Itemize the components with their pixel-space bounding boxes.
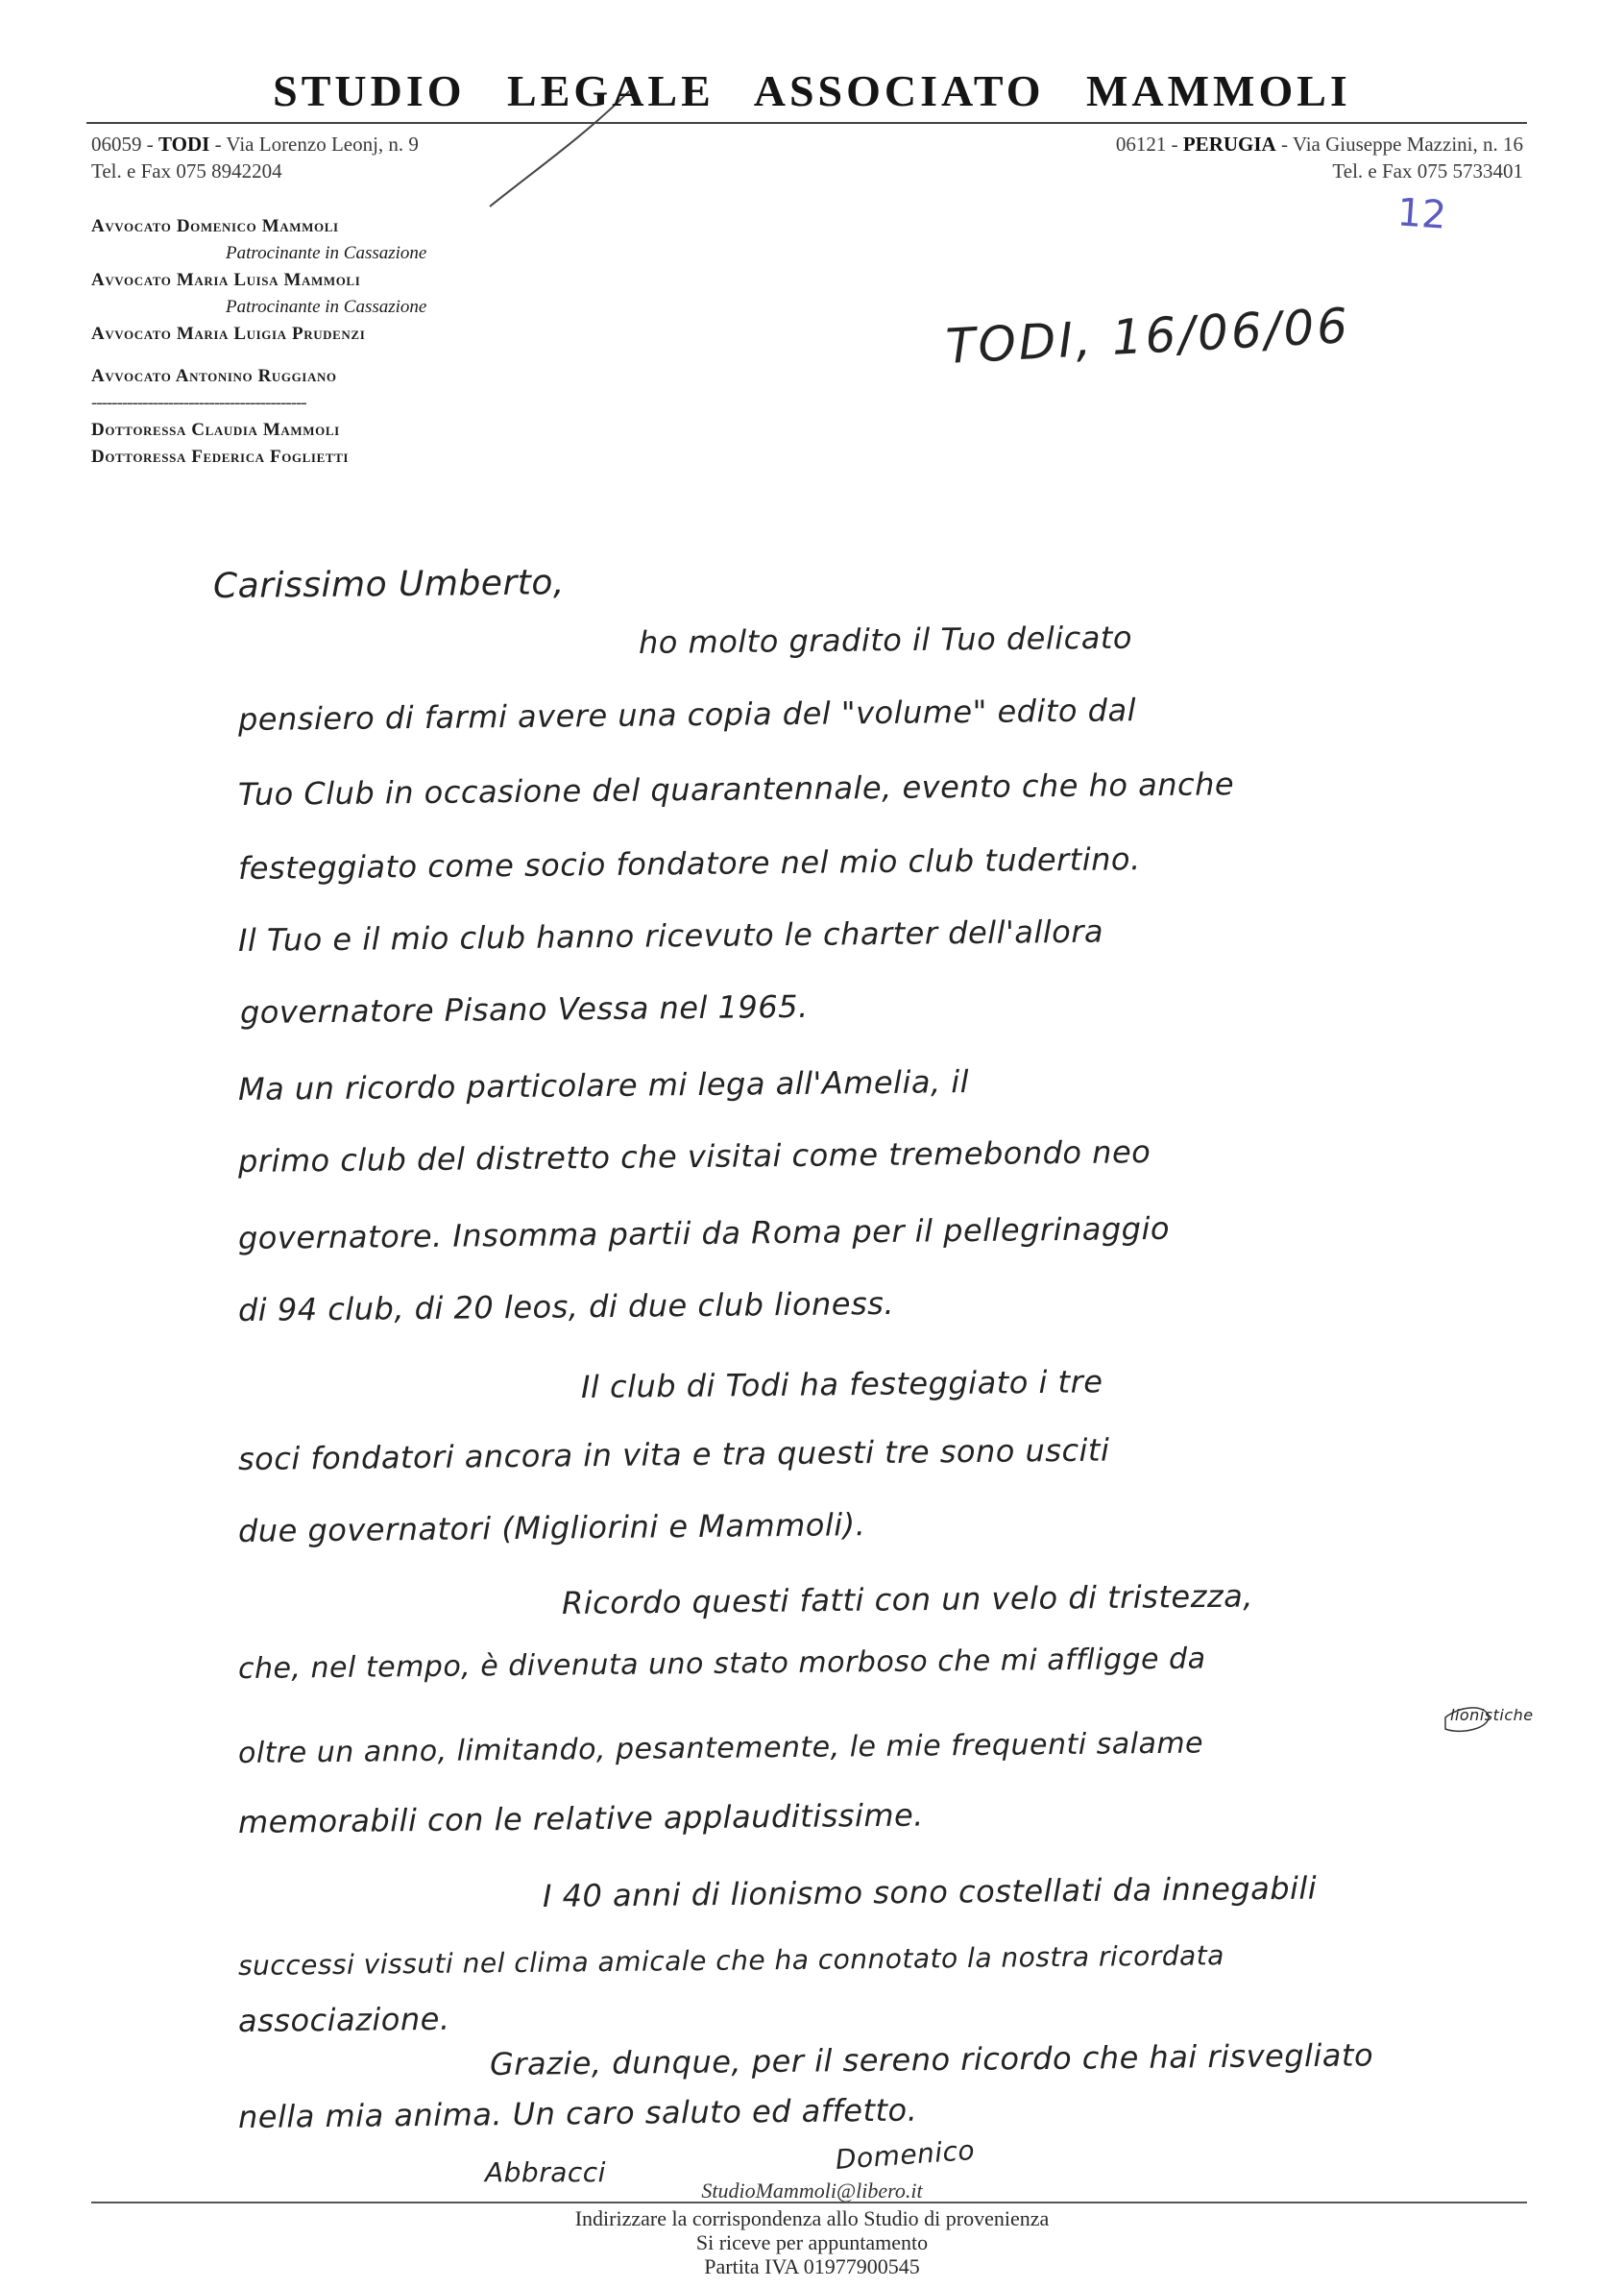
perugia-address: - Via Giuseppe Mazzini, n. 16: [1280, 133, 1523, 156]
footer-line: Partita IVA 01977900545: [704, 2254, 920, 2278]
letter-line: nella mia anima. Un caro saluto ed affetto.: [237, 2091, 918, 2135]
letter-line: ho molto gradito il Tuo delicato: [638, 619, 1133, 661]
letter-line: pensiero di farmi avere una copia del "volume" edito dal: [237, 692, 1137, 738]
todi-city: TODI: [158, 133, 210, 156]
letter-line: memorabili con le relative applauditissime.: [237, 1796, 925, 1840]
todi-address: - Via Lorenzo Leonj, n. 9: [214, 133, 419, 156]
letter-line: festeggiato come socio fondatore nel mio club tudertino.: [237, 840, 1141, 887]
letter-line: Ricordo questi fatti con un velo di tristezza,: [561, 1577, 1254, 1621]
perugia-phone: Tel. e Fax 075 5733401: [1332, 159, 1523, 183]
perugia-city: PERUGIA: [1182, 133, 1276, 156]
office-todi: [91, 131, 419, 184]
staff-note: Patrocinante in Cassazione: [226, 297, 427, 317]
staff-name: Avvocato Maria Luisa Mammoli: [91, 270, 361, 290]
letter-line: oltre un anno, limitando, pesantemente, le mie frequenti salame: [237, 1726, 1204, 1770]
letter-line: Ma un ricordo particolare mi lega all'Amelia, il: [237, 1063, 970, 1107]
staff-name: Dottoressa Claudia Mammoli: [91, 420, 340, 440]
letter-line: I 40 anni di lionismo sono costellati da innegabili: [542, 1869, 1318, 1914]
letter-line: di 94 club, di 20 leos, di due club lioness.: [237, 1284, 895, 1328]
insert-note: lionistiche: [1450, 1706, 1534, 1724]
salutation: Carissimo Umberto,: [212, 563, 566, 606]
perugia-postcode: 06121 -: [1115, 133, 1178, 156]
letter-line: associazione.: [237, 2000, 450, 2039]
letter-line: Grazie, dunque, per il sereno ricordo che hai risvegliato: [489, 2036, 1374, 2082]
letter-line: governatore. Insomma partii da Roma per il pellegrinaggio: [237, 1209, 1171, 1256]
letter-line: primo club del distretto che visitai come tremebondo neo: [237, 1133, 1151, 1180]
letter-line: Tuo Club in occasione del quarantennale, evento che ho anche: [237, 766, 1235, 813]
staff-name: Dottoressa Federica Foglietti: [91, 447, 350, 467]
closing: Abbracci: [485, 2156, 606, 2188]
footer-email: StudioMammoli@libero.it: [701, 2178, 923, 2203]
staff-list: [91, 213, 426, 471]
staff-name: Avvocato Domenico Mammoli: [91, 216, 339, 236]
firm-name: STUDIO LEGALE ASSOCIATO MAMMOLI: [273, 66, 1351, 115]
letter-line: che, nel tempo, è divenuta uno stato morboso che mi affligge da: [237, 1642, 1206, 1686]
staff-separator: ------------------------------------------: [91, 393, 306, 413]
letter-line: governatore Pisano Vessa nel 1965.: [239, 987, 809, 1031]
page-number: 12: [1395, 190, 1448, 238]
letter-date: TODI, 16/06/06: [944, 297, 1352, 375]
letter-line: due governatori (Migliorini e Mammoli).: [237, 1506, 866, 1549]
staff-name: Avvocato Antonino Ruggiano: [91, 366, 337, 386]
signature: Domenico: [834, 2133, 977, 2176]
letter-line: Il club di Todi ha festeggiato i tre: [580, 1363, 1103, 1405]
letter-line: Il Tuo e il mio club hanno ricevuto le charter dell'allora: [237, 913, 1104, 959]
letter-line: soci fondatori ancora in vita e tra questi tre sono usciti: [237, 1431, 1110, 1477]
office-perugia: [1116, 131, 1523, 184]
footer-line: Indirizzare la corrispondenza allo Studio di provenienza: [574, 2206, 1050, 2230]
staff-note: Patrocinante in Cassazione: [226, 243, 427, 263]
footer-line: Si riceve per appuntamento: [695, 2230, 929, 2254]
footer-rule: [91, 2202, 1527, 2203]
todi-postcode: 06059 -: [91, 133, 154, 156]
header-rule: [86, 122, 1527, 124]
todi-phone: Tel. e Fax 075 8942204: [91, 159, 282, 183]
footer: [0, 2206, 1624, 2278]
letter-line: successi vissuti nel clima amicale che ha connotato la nostra ricordata: [237, 1939, 1224, 1982]
staff-name: Avvocato Maria Luigia Prudenzi: [91, 324, 366, 344]
